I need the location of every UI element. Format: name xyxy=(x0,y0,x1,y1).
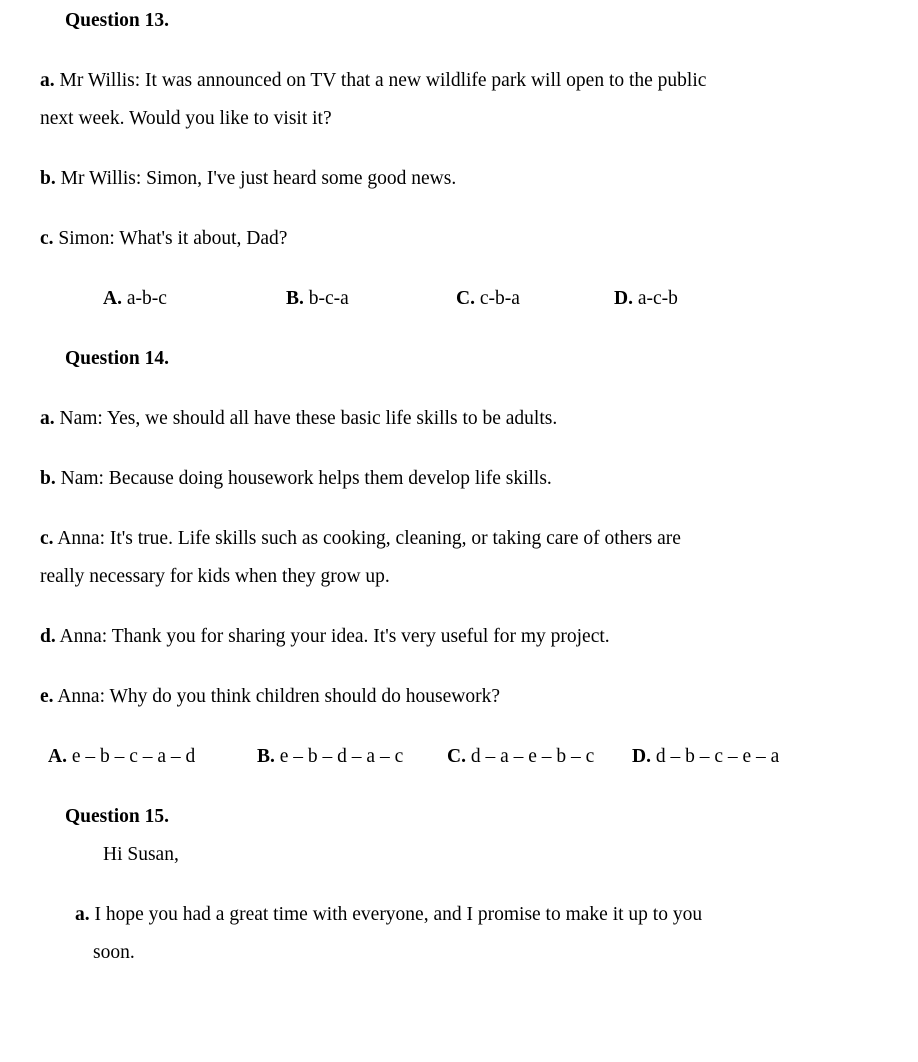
dialogue-line-b xyxy=(40,160,878,198)
item-text-line2: soon. xyxy=(93,942,135,963)
option-label: C. xyxy=(447,746,466,767)
answer-option-b xyxy=(286,280,349,318)
item-text: Anna: It's true. Life skills such as cooking, cleaning, or taking care of others are xyxy=(57,528,681,549)
question-heading: Question 14. xyxy=(65,348,170,369)
dialogue-line-b xyxy=(40,460,878,498)
item-label: e. xyxy=(40,686,54,707)
option-label: D. xyxy=(614,288,633,309)
item-text: Anna: Thank you for sharing your idea. It's very useful for my project. xyxy=(59,626,610,647)
answer-option-d xyxy=(632,738,779,776)
option-label: C. xyxy=(456,288,475,309)
answer-option-a xyxy=(103,280,167,318)
item-label: b. xyxy=(40,468,56,489)
answer-options-row xyxy=(40,280,878,318)
option-text: c-b-a xyxy=(479,288,520,309)
item-label: b. xyxy=(40,168,56,189)
option-label: D. xyxy=(632,746,651,767)
option-label: B. xyxy=(286,288,304,309)
item-text-line2: next week. Would you like to visit it? xyxy=(40,108,332,129)
option-text: e – b – c – a – d xyxy=(71,746,196,767)
item-text: Nam: Yes, we should all have these basic life skills to be adults. xyxy=(59,408,558,429)
answer-option-b xyxy=(257,738,403,776)
question-block-14 xyxy=(40,340,878,776)
dialogue-line-d xyxy=(40,618,878,656)
item-label: c. xyxy=(40,528,54,549)
option-text: d – b – c – e – a xyxy=(655,746,780,767)
dialogue-line-c xyxy=(40,220,878,258)
answer-option-a xyxy=(48,738,195,776)
item-text: Anna: Why do you think children should do housework? xyxy=(57,686,501,707)
question-heading: Question 15. xyxy=(65,806,170,827)
item-label: c. xyxy=(40,228,54,249)
letter-salutation: Hi Susan, xyxy=(103,844,179,865)
item-text-line2: really necessary for kids when they grow up. xyxy=(40,566,390,587)
option-label: B. xyxy=(257,746,275,767)
item-label: a. xyxy=(75,904,90,925)
item-label: a. xyxy=(40,70,55,91)
item-label: a. xyxy=(40,408,55,429)
item-text: Mr Willis: Simon, I've just heard some good news. xyxy=(60,168,457,189)
answer-option-d xyxy=(614,280,678,318)
option-text: a-c-b xyxy=(637,288,678,309)
dialogue-line-a xyxy=(40,896,878,972)
answer-option-c xyxy=(447,738,594,776)
option-text: a-b-c xyxy=(126,288,167,309)
dialogue-line-c xyxy=(40,520,878,596)
option-text: d – a – e – b – c xyxy=(470,746,595,767)
option-label: A. xyxy=(48,746,67,767)
dialogue-line-e xyxy=(40,678,878,716)
item-text: I hope you had a great time with everyone, and I promise to make it up to you xyxy=(94,904,703,925)
question-block-15 xyxy=(40,798,878,972)
question-heading: Question 13. xyxy=(65,10,170,31)
item-label: d. xyxy=(40,626,56,647)
answer-option-c xyxy=(456,280,520,318)
dialogue-line-a xyxy=(40,400,878,438)
item-text: Nam: Because doing housework helps them develop life skills. xyxy=(60,468,552,489)
item-text: Simon: What's it about, Dad? xyxy=(58,228,288,249)
answer-options-row xyxy=(40,738,878,776)
option-text: b-c-a xyxy=(308,288,349,309)
option-text: e – b – d – a – c xyxy=(279,746,404,767)
option-label: A. xyxy=(103,288,122,309)
question-block-13 xyxy=(40,2,878,318)
dialogue-line-a xyxy=(40,62,878,138)
item-text: Mr Willis: It was announced on TV that a new wildlife park will open to the public xyxy=(59,70,707,91)
